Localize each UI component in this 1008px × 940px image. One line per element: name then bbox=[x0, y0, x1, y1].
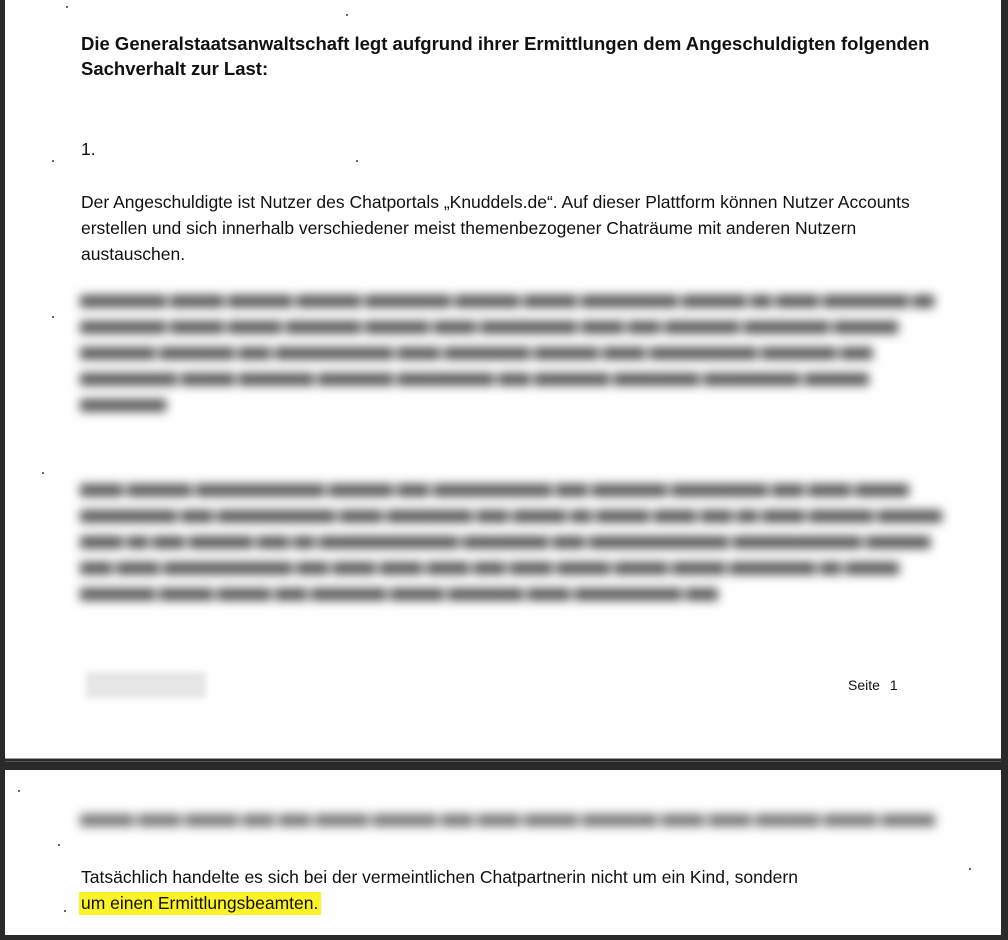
scan-speck bbox=[52, 160, 54, 162]
scan-speck bbox=[969, 868, 971, 870]
scan-speck bbox=[52, 316, 54, 318]
page-number: 1 bbox=[889, 677, 898, 693]
scan-speck bbox=[58, 844, 60, 846]
scan-speck bbox=[346, 14, 348, 16]
paragraph-conclusion bbox=[81, 864, 951, 916]
redacted-footer bbox=[86, 672, 206, 698]
redacted-paragraph: ▆▆▆▆▆▆▆▆ ▆▆▆▆▆ ▆▆▆▆▆▆ ▆▆▆▆▆▆ ▆▆▆▆▆▆▆▆ ▆▆▆▆▆▆ ▆▆▆▆▆ ▆▆▆▆▆▆▆▆▆ ▆▆▆▆▆▆ ▆▆ ▆▆▆▆ ▆▆▆▆▆▆▆▆ ▆▆ ▆▆▆▆▆▆▆▆ ▆▆▆▆▆ ▆▆▆▆▆ ▆▆▆▆▆▆▆ ▆▆▆▆▆▆ ▆▆▆▆ ▆▆▆▆▆▆▆▆▆ ▆▆▆▆ ▆▆▆ ▆▆▆▆▆▆▆ ▆▆▆▆▆▆▆▆ ▆▆▆▆▆▆ ▆▆▆▆▆▆▆ ▆▆▆▆▆▆▆ ▆▆▆ ▆▆▆▆▆▆▆▆▆▆▆ ▆▆▆▆ ▆▆▆▆▆▆▆▆ ▆▆▆▆▆▆ ▆▆▆▆ ▆▆▆▆▆▆▆▆▆▆ ▆▆▆▆▆▆▆ ▆▆▆ ▆▆▆▆▆▆▆▆▆ ▆▆▆▆▆ ▆▆▆▆▆▆▆ ▆▆▆▆▆▆▆ ▆▆▆▆▆▆▆▆▆ ▆▆▆ ▆▆▆▆▆▆▆ ▆▆▆▆▆▆▆▆ ▆▆▆▆▆▆▆▆▆ ▆▆▆▆▆▆ ▆▆▆▆▆▆▆▆ bbox=[80, 291, 935, 411]
highlighted-text: um einen Ermittlungsbeamten. bbox=[79, 892, 321, 915]
scan-speck bbox=[66, 6, 68, 8]
page-separator bbox=[5, 758, 1001, 759]
page-separator-shadow bbox=[5, 761, 1001, 762]
paragraph-intro: Der Angeschuldigte ist Nutzer des Chatportals „Knuddels.de“. Auf dieser Plattform können Nutzer Accounts erstellen und sich innerhalb verschiedener meist themenbezogener Chaträume mit anderen Nutzern austauschen. bbox=[81, 192, 910, 264]
scan-speck bbox=[64, 910, 66, 912]
page-footer-label bbox=[848, 677, 898, 693]
conclusion-text: Tatsächlich handelte es sich bei der vermeintlichen Chatpartnerin nicht um ein Kind, sondern bbox=[81, 867, 798, 887]
section-number: 1. bbox=[81, 139, 96, 159]
redacted-paragraph: ▆▆▆▆ ▆▆▆▆▆▆ ▆▆▆▆▆▆▆▆▆▆▆▆ ▆▆▆▆▆▆ ▆▆▆ ▆▆▆▆▆▆▆▆▆▆▆ ▆▆▆ ▆▆▆▆▆▆▆ ▆▆▆▆▆▆▆▆▆ ▆▆▆ ▆▆▆▆ ▆▆▆▆▆ ▆▆▆▆▆▆▆▆▆ ▆▆▆ ▆▆▆▆▆▆▆▆▆▆▆ ▆▆▆▆ ▆▆▆▆▆▆▆▆ ▆▆▆ ▆▆▆▆▆ ▆▆ ▆▆▆▆▆ ▆▆▆▆ ▆▆▆ ▆▆ ▆▆▆▆ ▆▆▆▆▆▆ ▆▆▆▆▆▆ ▆▆▆▆ ▆▆ ▆▆▆ ▆▆▆▆▆▆ ▆▆▆ ▆▆ ▆▆▆▆▆▆▆▆▆▆▆▆▆ ▆▆▆▆▆▆▆▆ ▆▆▆ ▆▆▆▆▆▆▆▆▆▆▆▆▆ ▆▆▆▆▆▆▆▆▆▆▆▆ ▆▆▆▆▆▆ ▆▆▆ ▆▆▆▆ ▆▆▆▆▆▆▆▆▆▆▆▆ ▆▆▆ ▆▆▆▆ ▆▆▆▆ ▆▆▆▆ ▆▆▆ ▆▆▆▆ ▆▆▆▆▆ ▆▆▆▆▆ ▆▆▆▆▆ ▆▆▆▆▆▆▆▆ ▆▆ ▆▆▆▆▆ ▆▆▆▆▆▆▆ ▆▆▆▆▆ ▆▆▆▆▆ ▆▆▆ ▆▆▆▆▆▆▆ ▆▆▆▆▆ ▆▆▆▆▆▆▆ ▆▆▆▆ ▆▆▆▆▆▆▆▆▆▆ ▆▆▆ bbox=[80, 480, 942, 600]
scan-speck bbox=[18, 790, 20, 792]
scan-speck bbox=[356, 160, 358, 162]
scan-speck bbox=[42, 472, 44, 474]
page-label-text: Seite bbox=[848, 677, 880, 693]
redacted-line: ▆▆▆▆▆ ▆▆▆▆ ▆▆▆▆▆ ▆▆▆ ▆▆▆ ▆▆▆▆▆ ▆▆▆▆▆▆ ▆▆▆ ▆▆▆▆ ▆▆▆▆▆ ▆▆▆▆▆▆▆ ▆▆▆▆ ▆▆▆▆ ▆▆▆▆▆▆ ▆▆▆▆▆ ▆▆▆▆▆ bbox=[80, 810, 936, 826]
document-heading: Die Generalstaatsanwaltschaft legt aufgrund ihrer Ermittlungen dem Angeschuldigten folgenden Sachverhalt zur Last: bbox=[81, 33, 930, 79]
